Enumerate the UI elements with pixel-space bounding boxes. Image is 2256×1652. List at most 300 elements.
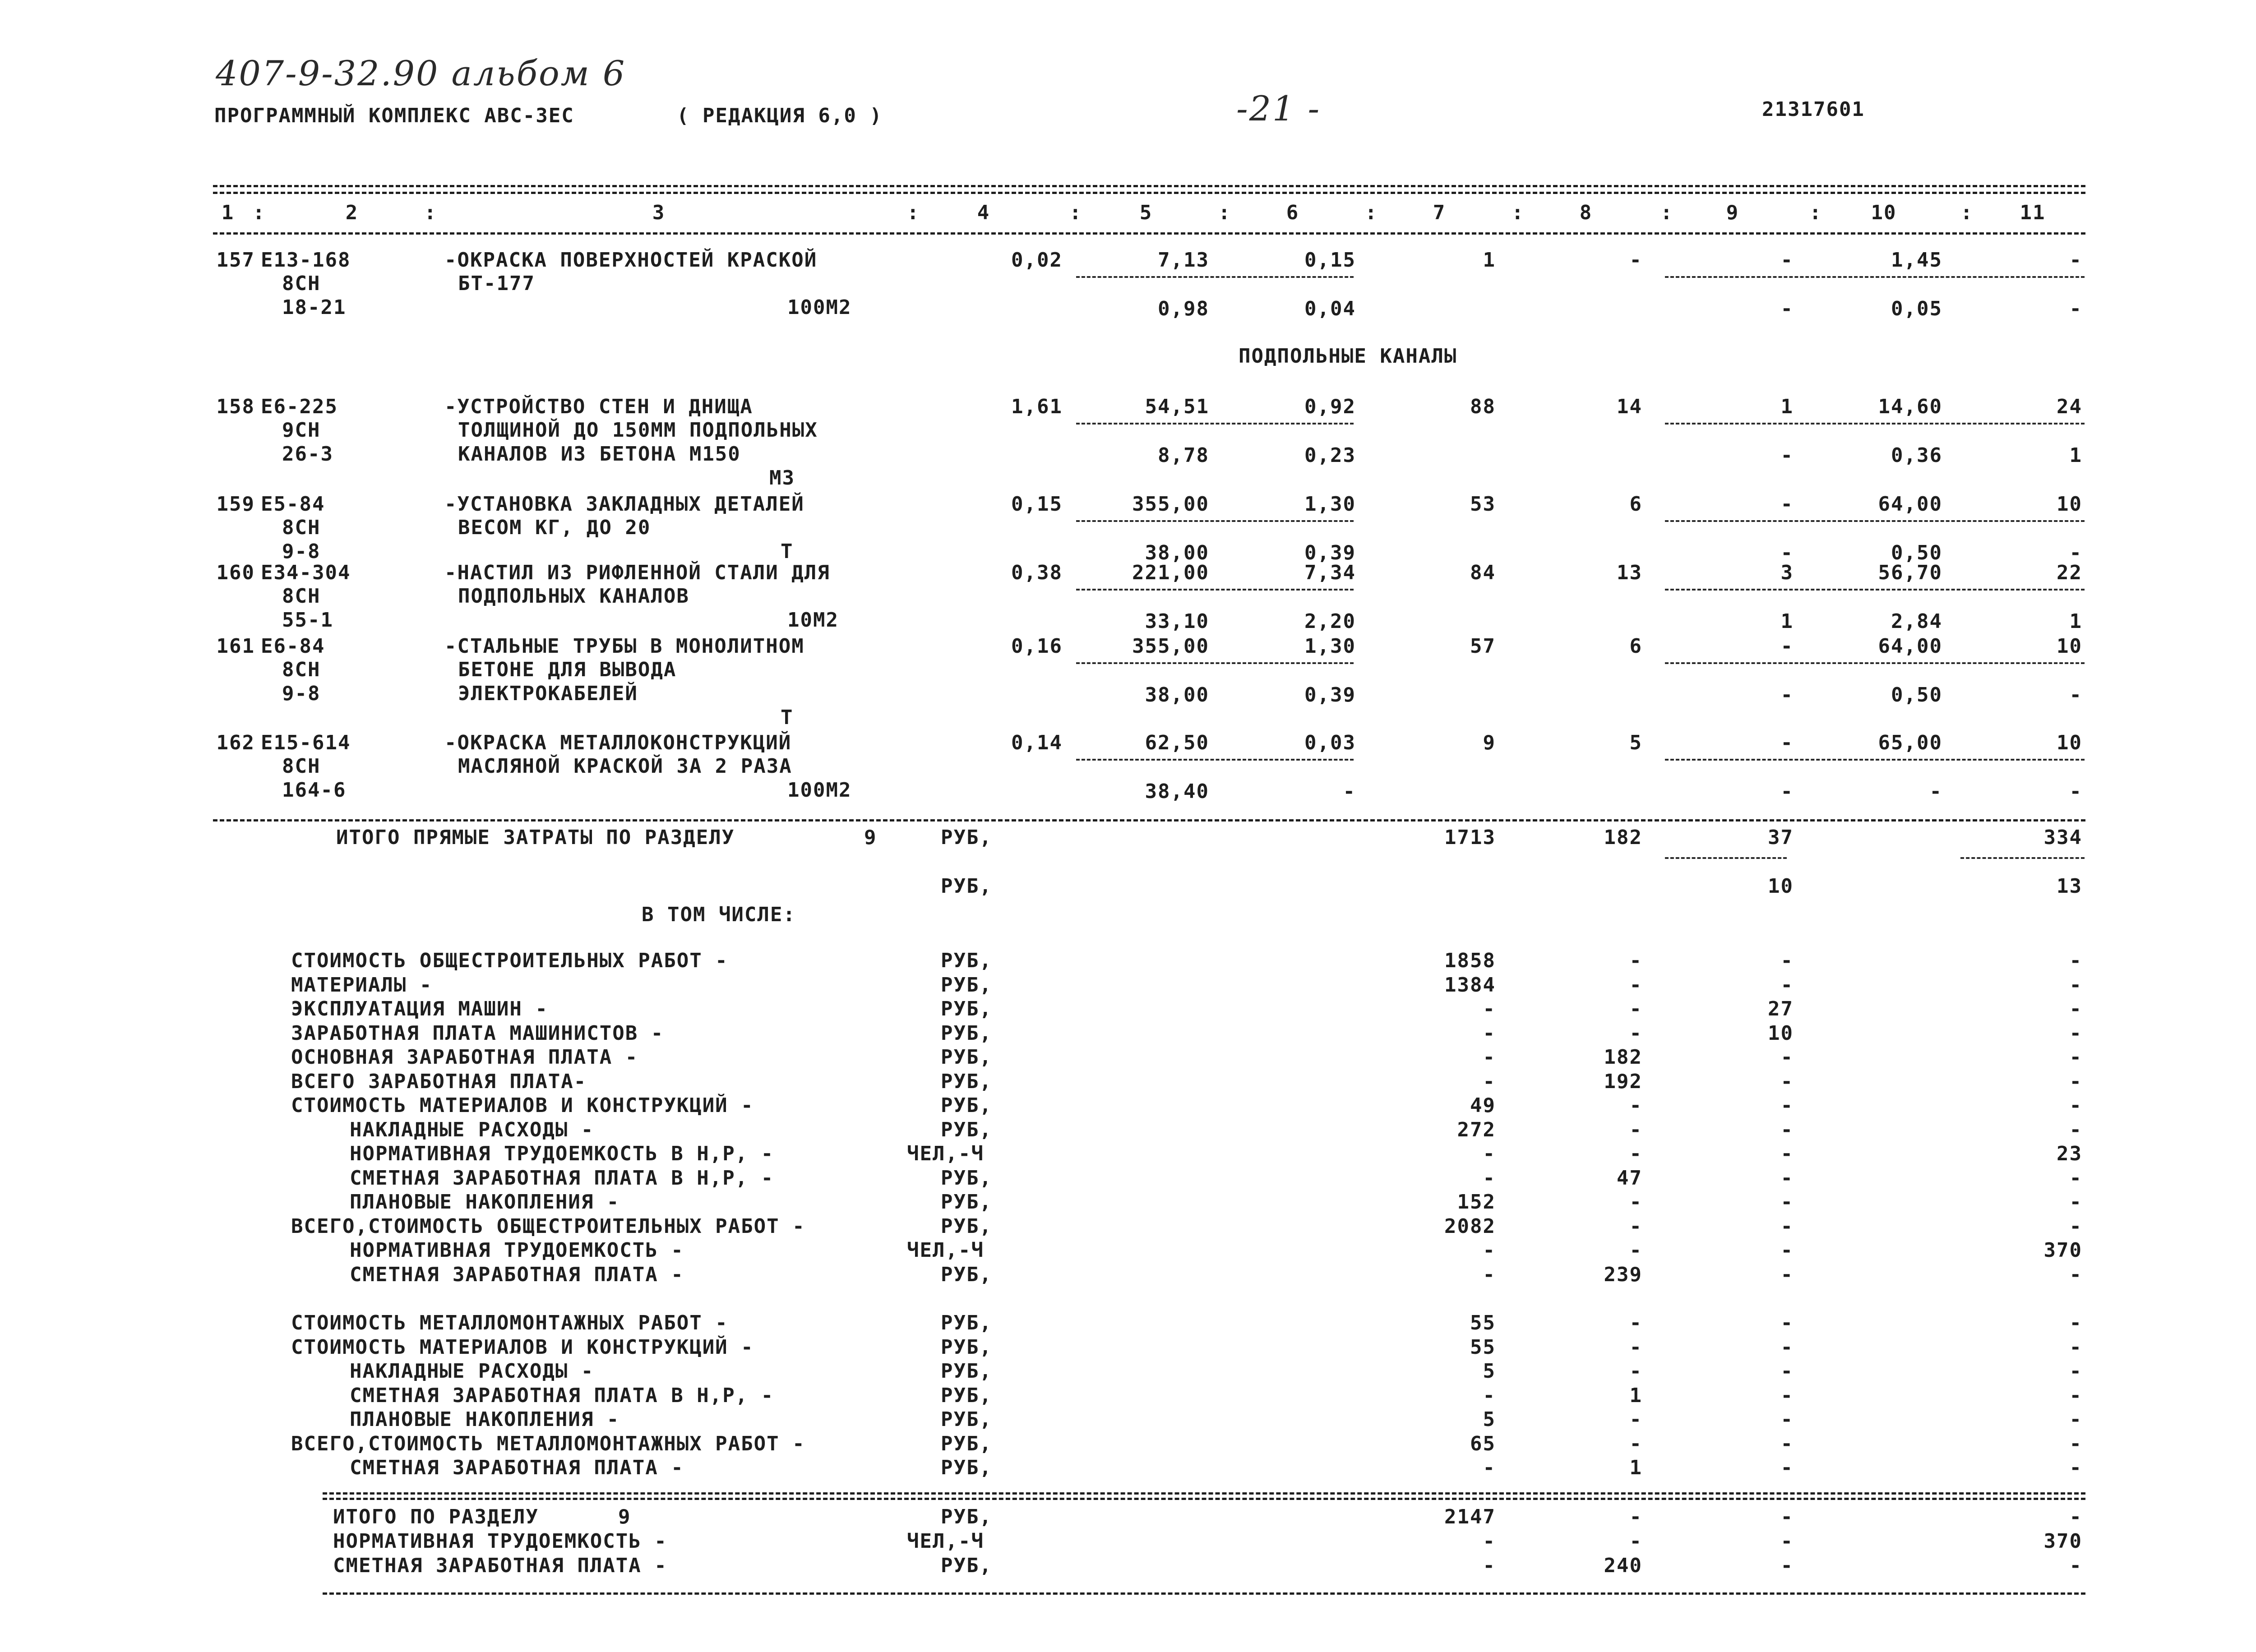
summary-col9: - — [1780, 1094, 1794, 1117]
row-code-norm: 8СН — [282, 755, 321, 778]
summary-col8: - — [1629, 1094, 1642, 1117]
summary-col8: - — [1629, 1335, 1642, 1359]
summary-label: НАКЛАДНЫЕ РАСХОДЫ - — [350, 1360, 594, 1383]
summary-label: СМЕТНАЯ ЗАРАБОТНАЯ ПЛАТА - — [350, 1263, 684, 1286]
summary-col7: - — [1483, 1046, 1496, 1069]
summary-col8: 182 — [1604, 1046, 1642, 1069]
summary-unit: РУБ, — [941, 1094, 992, 1117]
summary-col7: 65 — [1470, 1432, 1496, 1455]
row-col9-b: - — [1780, 297, 1794, 320]
summary-col11: - — [2069, 973, 2082, 997]
row-rule — [1665, 662, 2085, 664]
row-col9: - — [1780, 493, 1794, 516]
row-col5: 62,50 — [1145, 731, 1209, 754]
summary-col9: 27 — [1768, 997, 1794, 1020]
row-code: Е13-168 — [261, 249, 351, 272]
summary-unit: РУБ, — [941, 1070, 992, 1093]
row-col10: 65,00 — [1878, 731, 1942, 754]
row-col9: 1 — [1780, 395, 1794, 418]
row-col9: - — [1780, 249, 1794, 272]
row-col4: 0,15 — [1011, 493, 1063, 516]
row-code: Е6-84 — [261, 635, 325, 658]
summary-label: СТОИМОСТЬ МЕТАЛЛОМОНТАЖНЫХ РАБОТ - — [291, 1311, 728, 1334]
row-description: -ОКРАСКА ПОВЕРХНОСТЕЙ КРАСКОЙ — [444, 249, 818, 272]
row-col7: 53 — [1470, 493, 1496, 516]
summary-label: ПЛАНОВЫЕ НАКОПЛЕНИЯ - — [350, 1408, 620, 1431]
row-col7: 84 — [1470, 561, 1496, 584]
summary-col11: - — [2069, 1408, 2082, 1431]
column-separator: : — [424, 201, 437, 224]
summary-col11: - — [2069, 1263, 2082, 1286]
row-col11-b: 1 — [2069, 444, 2082, 467]
summary-col7: 55 — [1470, 1335, 1496, 1359]
summary-col9: - — [1780, 1166, 1794, 1190]
summary-label: СТОИМОСТЬ МАТЕРИАЛОВ И КОНСТРУКЦИЙ - — [291, 1335, 754, 1359]
summary-col8: - — [1629, 1021, 1642, 1045]
row-description: -СТАЛЬНЫЕ ТРУБЫ В МОНОЛИТНОМ — [444, 635, 804, 658]
summary-unit: РУБ, — [941, 1432, 992, 1455]
row-code-norm: 8СН — [282, 516, 321, 539]
summary-col7: 55 — [1470, 1311, 1496, 1334]
row-rule — [1076, 662, 1354, 664]
row-col11-b: - — [2069, 297, 2082, 320]
header-rule-bottom — [213, 232, 2085, 235]
summary-col9: - — [1780, 1311, 1794, 1334]
summary-col8: - — [1629, 949, 1642, 972]
summary-col8: 47 — [1617, 1166, 1642, 1190]
summary-col8: - — [1629, 1239, 1642, 1262]
row-col10-b: - — [1929, 780, 1942, 803]
row-col11: 24 — [2057, 395, 2082, 418]
row-col8: 5 — [1629, 731, 1642, 754]
row-description: -УСТАНОВКА ЗАКЛАДНЫХ ДЕТАЛЕЙ — [444, 493, 804, 516]
section-total-unit: РУБ, — [941, 1505, 992, 1528]
summary-label: СТОИМОСТЬ МАТЕРИАЛОВ И КОНСТРУКЦИЙ - — [291, 1094, 754, 1117]
row-col10-b: 2,84 — [1891, 610, 1942, 633]
document-code: 21317601 — [1762, 98, 1865, 121]
row-col4: 0,02 — [1011, 249, 1063, 272]
summary-col7: - — [1483, 1142, 1496, 1165]
row-number: 159 — [216, 493, 255, 516]
summary-col11: - — [2069, 1360, 2082, 1383]
summary-col8: - — [1629, 1214, 1642, 1238]
summary-label: НОРМАТИВНАЯ ТРУДОЕМКОСТЬ - — [350, 1239, 684, 1262]
row-code: Е34-304 — [261, 561, 351, 584]
summary-col9: - — [1780, 973, 1794, 997]
summary-unit: ЧЕЛ,-Ч — [907, 1142, 984, 1165]
row-col8: 14 — [1617, 395, 1642, 418]
summary-label: МАТЕРИАЛЫ - — [291, 973, 433, 997]
row-col10: 64,00 — [1878, 493, 1942, 516]
column-separator: : — [1960, 201, 1974, 224]
row-rule — [1076, 759, 1354, 761]
summary-unit: РУБ, — [941, 1311, 992, 1334]
summary-unit: РУБ, — [941, 1384, 992, 1407]
summary-col9: - — [1780, 949, 1794, 972]
column-separator: : — [1660, 201, 1674, 224]
row-rule — [1076, 423, 1354, 425]
summary-col11: - — [2069, 1311, 2082, 1334]
summary-label: СМЕТНАЯ ЗАРАБОТНАЯ ПЛАТА - — [350, 1456, 684, 1479]
row-description: ЭЛЕКТРОКАБЕЛЕЙ — [458, 682, 638, 705]
row-code: Е15-614 — [261, 731, 351, 754]
summary-col7: 49 — [1470, 1094, 1496, 1117]
row-unit: 10М2 — [787, 609, 839, 632]
summary-col7: - — [1483, 997, 1496, 1020]
column-separator: : — [1218, 201, 1231, 224]
row-number: 158 — [216, 395, 255, 418]
column-number: 5 — [1139, 201, 1153, 224]
row-col9-b: 1 — [1780, 610, 1794, 633]
summary-col8: - — [1629, 1311, 1642, 1334]
row-col6-b: - — [1343, 780, 1356, 803]
summary-col8: 192 — [1604, 1070, 1642, 1093]
summary-col11: - — [2069, 1094, 2082, 1117]
row-col6: 0,03 — [1304, 731, 1356, 754]
row-rule — [1665, 423, 2085, 425]
summary-col9: - — [1780, 1456, 1794, 1479]
direct-total-label: ИТОГО ПРЯМЫЕ ЗАТРАТЫ ПО РАЗДЕЛУ — [336, 826, 735, 849]
row-col9-b: - — [1780, 541, 1794, 564]
summary-col8: 1 — [1629, 1456, 1642, 1479]
row-code-ref: 55-1 — [282, 609, 333, 632]
row-col11-b: 1 — [2069, 610, 2082, 633]
row-col7: 1 — [1483, 249, 1496, 272]
row-col10: 64,00 — [1878, 635, 1942, 658]
summary-col8: - — [1629, 973, 1642, 997]
row-col6-b: 0,39 — [1304, 683, 1356, 706]
row-col6-b: 0,23 — [1304, 444, 1356, 467]
row-col7: 9 — [1483, 731, 1496, 754]
row-description: ТОЛЩИНОЙ ДО 150ММ ПОДПОЛЬНЫХ — [458, 419, 818, 442]
summary-col9: - — [1780, 1263, 1794, 1286]
column-separator: : — [1069, 201, 1082, 224]
summary-col8: - — [1629, 1118, 1642, 1141]
final-rule-top — [323, 1492, 2085, 1495]
row-col7: 57 — [1470, 635, 1496, 658]
column-separator: : — [1365, 201, 1378, 224]
direct-total-unit: РУБ, — [941, 826, 992, 849]
row-col9: - — [1780, 635, 1794, 658]
summary-col7: - — [1483, 1456, 1496, 1479]
row-col6-b: 0,39 — [1304, 541, 1356, 564]
row-description: -ОКРАСКА МЕТАЛЛОКОНСТРУКЦИЙ — [444, 731, 792, 754]
row-rule — [1665, 276, 2085, 278]
summary-col11: - — [2069, 997, 2082, 1020]
summary-col9: - — [1780, 1142, 1794, 1165]
column-number: 6 — [1286, 201, 1299, 224]
summary-col9: - — [1780, 1191, 1794, 1214]
section-total-unit: РУБ, — [941, 1554, 992, 1577]
row-col11: - — [2069, 249, 2082, 272]
summary-label: ВСЕГО,СТОИМОСТЬ МЕТАЛЛОМОНТАЖНЫХ РАБОТ - — [291, 1432, 805, 1455]
summary-col11: 23 — [2057, 1142, 2082, 1165]
row-col10-b: 0,05 — [1891, 297, 1942, 320]
summary-label: ЭКСПЛУАТАЦИЯ МАШИН - — [291, 997, 548, 1020]
summary-label: ПЛАНОВЫЕ НАКОПЛЕНИЯ - — [350, 1191, 620, 1214]
header-rule-top-2 — [213, 192, 2085, 194]
summary-col9: - — [1780, 1070, 1794, 1093]
column-number: 9 — [1726, 201, 1739, 224]
summary-col11: - — [2069, 1335, 2082, 1359]
summary-label: ВСЕГО,СТОИМОСТЬ ОБЩЕСТРОИТЕЛЬНЫХ РАБОТ - — [291, 1214, 805, 1238]
summary-label: НОРМАТИВНАЯ ТРУДОЕМКОСТЬ В Н,Р, - — [350, 1142, 774, 1165]
row-col5-b: 38,00 — [1145, 683, 1209, 706]
row-col5: 54,51 — [1145, 395, 1209, 418]
row-code-norm: 8СН — [282, 658, 321, 681]
summary-col11: - — [2069, 1456, 2082, 1479]
row-rule — [1076, 589, 1354, 591]
row-col10-b: 0,36 — [1891, 444, 1942, 467]
row-code-ref: 9-8 — [282, 682, 321, 705]
summary-label: ОСНОВНАЯ ЗАРАБОТНАЯ ПЛАТА - — [291, 1046, 638, 1069]
row-col5-b: 8,78 — [1158, 444, 1209, 467]
summary-col11: - — [2069, 1214, 2082, 1238]
column-separator: : — [1809, 201, 1822, 224]
row-rule — [1665, 520, 2085, 522]
row-number: 162 — [216, 731, 255, 754]
summary-unit: РУБ, — [941, 997, 992, 1020]
row-col11-b: - — [2069, 780, 2082, 803]
summary-col8: - — [1629, 1408, 1642, 1431]
direct-total-col9-b: 10 — [1768, 875, 1794, 898]
final-rule-top-2 — [323, 1498, 2085, 1500]
row-col5: 355,00 — [1132, 493, 1209, 516]
summary-unit: РУБ, — [941, 1335, 992, 1359]
summary-col7: - — [1483, 1239, 1496, 1262]
handwritten-reference: 407-9-32.90 альбом 6 — [216, 53, 626, 93]
column-number: 3 — [652, 201, 666, 224]
summary-col7: - — [1483, 1021, 1496, 1045]
column-separator: : — [253, 201, 266, 224]
summary-label: СМЕТНАЯ ЗАРАБОТНАЯ ПЛАТА В Н,Р, - — [350, 1166, 774, 1190]
row-col11: 10 — [2057, 635, 2082, 658]
row-unit: 100М2 — [787, 296, 852, 319]
summary-col8: 239 — [1604, 1263, 1642, 1286]
row-description: -УСТРОЙСТВО СТЕН И ДНИЩА — [444, 395, 753, 418]
row-col10: 14,60 — [1878, 395, 1942, 418]
row-description: ВЕСОМ КГ, ДО 20 — [458, 516, 651, 539]
summary-col9: - — [1780, 1214, 1794, 1238]
direct-total-col11-b: 13 — [2057, 875, 2082, 898]
row-col7: 88 — [1470, 395, 1496, 418]
row-unit: Т — [781, 706, 794, 729]
summary-col7: - — [1483, 1384, 1496, 1407]
row-rule — [1665, 759, 2085, 761]
row-col10: 56,70 — [1878, 561, 1942, 584]
summary-col9: - — [1780, 1432, 1794, 1455]
column-number: 7 — [1433, 201, 1446, 224]
section-total-col8: 240 — [1604, 1554, 1642, 1577]
summary-col7: 2082 — [1444, 1214, 1496, 1238]
section-total-col8: - — [1629, 1530, 1642, 1553]
row-number: 157 — [216, 249, 255, 272]
section-total-number: 9 — [618, 1505, 631, 1528]
section-total-label: СМЕТНАЯ ЗАРАБОТНАЯ ПЛАТА - — [333, 1554, 667, 1577]
row-col6: 0,15 — [1304, 249, 1356, 272]
final-rule-bottom — [323, 1592, 2085, 1595]
column-separator: : — [1512, 201, 1525, 224]
row-description: МАСЛЯНОЙ КРАСКОЙ ЗА 2 РАЗА — [458, 755, 792, 778]
summary-col9: - — [1780, 1360, 1794, 1383]
summary-col11: 370 — [2043, 1239, 2082, 1262]
section-total-label: ИТОГО ПО РАЗДЕЛУ — [333, 1505, 539, 1528]
row-col6: 1,30 — [1304, 635, 1356, 658]
summary-unit: РУБ, — [941, 973, 992, 997]
row-col6-b: 2,20 — [1304, 610, 1356, 633]
summary-col11: - — [2069, 1046, 2082, 1069]
summary-label: СТОИМОСТЬ ОБЩЕСТРОИТЕЛЬНЫХ РАБОТ - — [291, 949, 728, 972]
summary-col8: - — [1629, 1142, 1642, 1165]
header-rule-top — [213, 185, 2085, 187]
summary-col9: - — [1780, 1335, 1794, 1359]
summary-unit: РУБ, — [941, 1021, 992, 1045]
section-title: ПОДПОЛЬНЫЕ КАНАЛЫ — [1239, 345, 1457, 368]
section-total-col11: 370 — [2043, 1530, 2082, 1553]
column-separator: : — [907, 201, 920, 224]
column-number: 4 — [977, 201, 990, 224]
row-code: Е6-225 — [261, 395, 338, 418]
column-number: 2 — [345, 201, 359, 224]
section-total-unit: ЧЕЛ,-Ч — [907, 1530, 984, 1553]
section-total-col11: - — [2069, 1554, 2082, 1577]
section-total-label: НОРМАТИВНАЯ ТРУДОЕМКОСТЬ - — [333, 1530, 667, 1553]
row-code-ref: 26-3 — [282, 443, 333, 466]
row-col11-b: - — [2069, 541, 2082, 564]
summary-col7: 1858 — [1444, 949, 1496, 972]
row-col4: 0,38 — [1011, 561, 1063, 584]
summary-col7: 1384 — [1444, 973, 1496, 997]
row-col10-b: 0,50 — [1891, 683, 1942, 706]
summary-col9: 10 — [1768, 1021, 1794, 1045]
row-rule — [1076, 276, 1354, 278]
row-code-ref: 9-8 — [282, 540, 321, 563]
row-col4: 0,16 — [1011, 635, 1063, 658]
summary-unit: РУБ, — [941, 1214, 992, 1238]
row-rule — [1665, 589, 2085, 591]
summary-col8: - — [1629, 1432, 1642, 1455]
section-total-col7: - — [1483, 1530, 1496, 1553]
row-description: КАНАЛОВ ИЗ БЕТОНА М150 — [458, 443, 741, 466]
summary-label: НАКЛАДНЫЕ РАСХОДЫ - — [350, 1118, 594, 1141]
summary-unit: РУБ, — [941, 1263, 992, 1286]
summary-unit: РУБ, — [941, 1408, 992, 1431]
column-number: 10 — [1871, 201, 1897, 224]
summary-col11: - — [2069, 1118, 2082, 1141]
column-number: 8 — [1579, 201, 1593, 224]
direct-total-col11: 334 — [2043, 826, 2082, 849]
section-total-col7: 2147 — [1444, 1505, 1496, 1528]
row-unit: 100М2 — [787, 779, 852, 802]
program-title: ПРОГРАММНЫЙ КОМПЛЕКС АВС-ЗЕС — [214, 104, 574, 127]
section-total-col9: - — [1780, 1554, 1794, 1577]
summary-col11: - — [2069, 1191, 2082, 1214]
row-col9-b: - — [1780, 780, 1794, 803]
row-code-ref: 18-21 — [282, 296, 347, 319]
summary-col11: - — [2069, 949, 2082, 972]
section-total-col11: - — [2069, 1505, 2082, 1528]
summary-col11: - — [2069, 1166, 2082, 1190]
row-code-ref: 164-6 — [282, 779, 347, 802]
row-code-norm: 8СН — [282, 585, 321, 608]
row-description: -НАСТИЛ ИЗ РИФЛЕННОЙ СТАЛИ ДЛЯ — [444, 561, 830, 584]
row-col9-b: - — [1780, 444, 1794, 467]
row-col4: 0,14 — [1011, 731, 1063, 754]
row-col8: 13 — [1617, 561, 1642, 584]
summary-col7: 5 — [1483, 1408, 1496, 1431]
summary-col11: - — [2069, 1070, 2082, 1093]
row-col11: 10 — [2057, 731, 2082, 754]
row-col9-b: - — [1780, 683, 1794, 706]
row-col6: 0,92 — [1304, 395, 1356, 418]
program-edition: ( РЕДАКЦИЯ 6,0 ) — [677, 104, 883, 127]
direct-total-rule — [1960, 857, 2085, 859]
column-number: 1 — [221, 201, 235, 224]
section-total-col7: - — [1483, 1554, 1496, 1577]
row-col5: 7,13 — [1158, 249, 1209, 272]
direct-total-col9: 37 — [1768, 826, 1794, 849]
row-col11: 10 — [2057, 493, 2082, 516]
summary-col8: - — [1629, 1360, 1642, 1383]
summary-col7: - — [1483, 1263, 1496, 1286]
section-total-col9: - — [1780, 1530, 1794, 1553]
summary-unit: РУБ, — [941, 1118, 992, 1141]
direct-total-unit-2: РУБ, — [941, 875, 992, 898]
direct-total-rule — [213, 819, 2085, 821]
summary-col8: - — [1629, 1191, 1642, 1214]
row-description: БТ-177 — [458, 272, 535, 295]
summary-col8: - — [1629, 997, 1642, 1020]
summary-col7: 152 — [1457, 1191, 1496, 1214]
summary-col11: - — [2069, 1384, 2082, 1407]
row-unit: М3 — [769, 466, 795, 489]
row-col10: 1,45 — [1891, 249, 1942, 272]
row-code-norm: 8СН — [282, 272, 321, 295]
summary-unit: РУБ, — [941, 949, 992, 972]
summary-col9: - — [1780, 1118, 1794, 1141]
summary-unit: РУБ, — [941, 1360, 992, 1383]
summary-label: ВСЕГО ЗАРАБОТНАЯ ПЛАТА- — [291, 1070, 587, 1093]
row-description: БЕТОНЕ ДЛЯ ВЫВОДА — [458, 658, 677, 681]
section-total-col9: - — [1780, 1505, 1794, 1528]
row-col8: 6 — [1629, 635, 1642, 658]
summary-unit: РУБ, — [941, 1046, 992, 1069]
direct-total-col8: 182 — [1604, 826, 1642, 849]
summary-col11: - — [2069, 1021, 2082, 1045]
row-col8: 6 — [1629, 493, 1642, 516]
row-col11: 22 — [2057, 561, 2082, 584]
row-rule — [1076, 520, 1354, 522]
summary-col9: - — [1780, 1384, 1794, 1407]
summary-unit: РУБ, — [941, 1191, 992, 1214]
summary-label: ЗАРАБОТНАЯ ПЛАТА МАШИНИСТОВ - — [291, 1021, 664, 1045]
summary-label: СМЕТНАЯ ЗАРАБОТНАЯ ПЛАТА В Н,Р, - — [350, 1384, 774, 1407]
row-col5: 221,00 — [1132, 561, 1209, 584]
row-col11-b: - — [2069, 683, 2082, 706]
row-col10-b: 0,50 — [1891, 541, 1942, 564]
direct-total-rule — [1665, 857, 1787, 859]
section-total-col8: - — [1629, 1505, 1642, 1528]
summary-col7: - — [1483, 1070, 1496, 1093]
row-col6: 1,30 — [1304, 493, 1356, 516]
row-number: 161 — [216, 635, 255, 658]
summary-col9: - — [1780, 1046, 1794, 1069]
row-code: Е5-84 — [261, 493, 325, 516]
direct-total-section: 9 — [864, 826, 877, 849]
column-number: 11 — [2020, 201, 2046, 224]
summary-unit: РУБ, — [941, 1166, 992, 1190]
row-col4: 1,61 — [1011, 395, 1063, 418]
